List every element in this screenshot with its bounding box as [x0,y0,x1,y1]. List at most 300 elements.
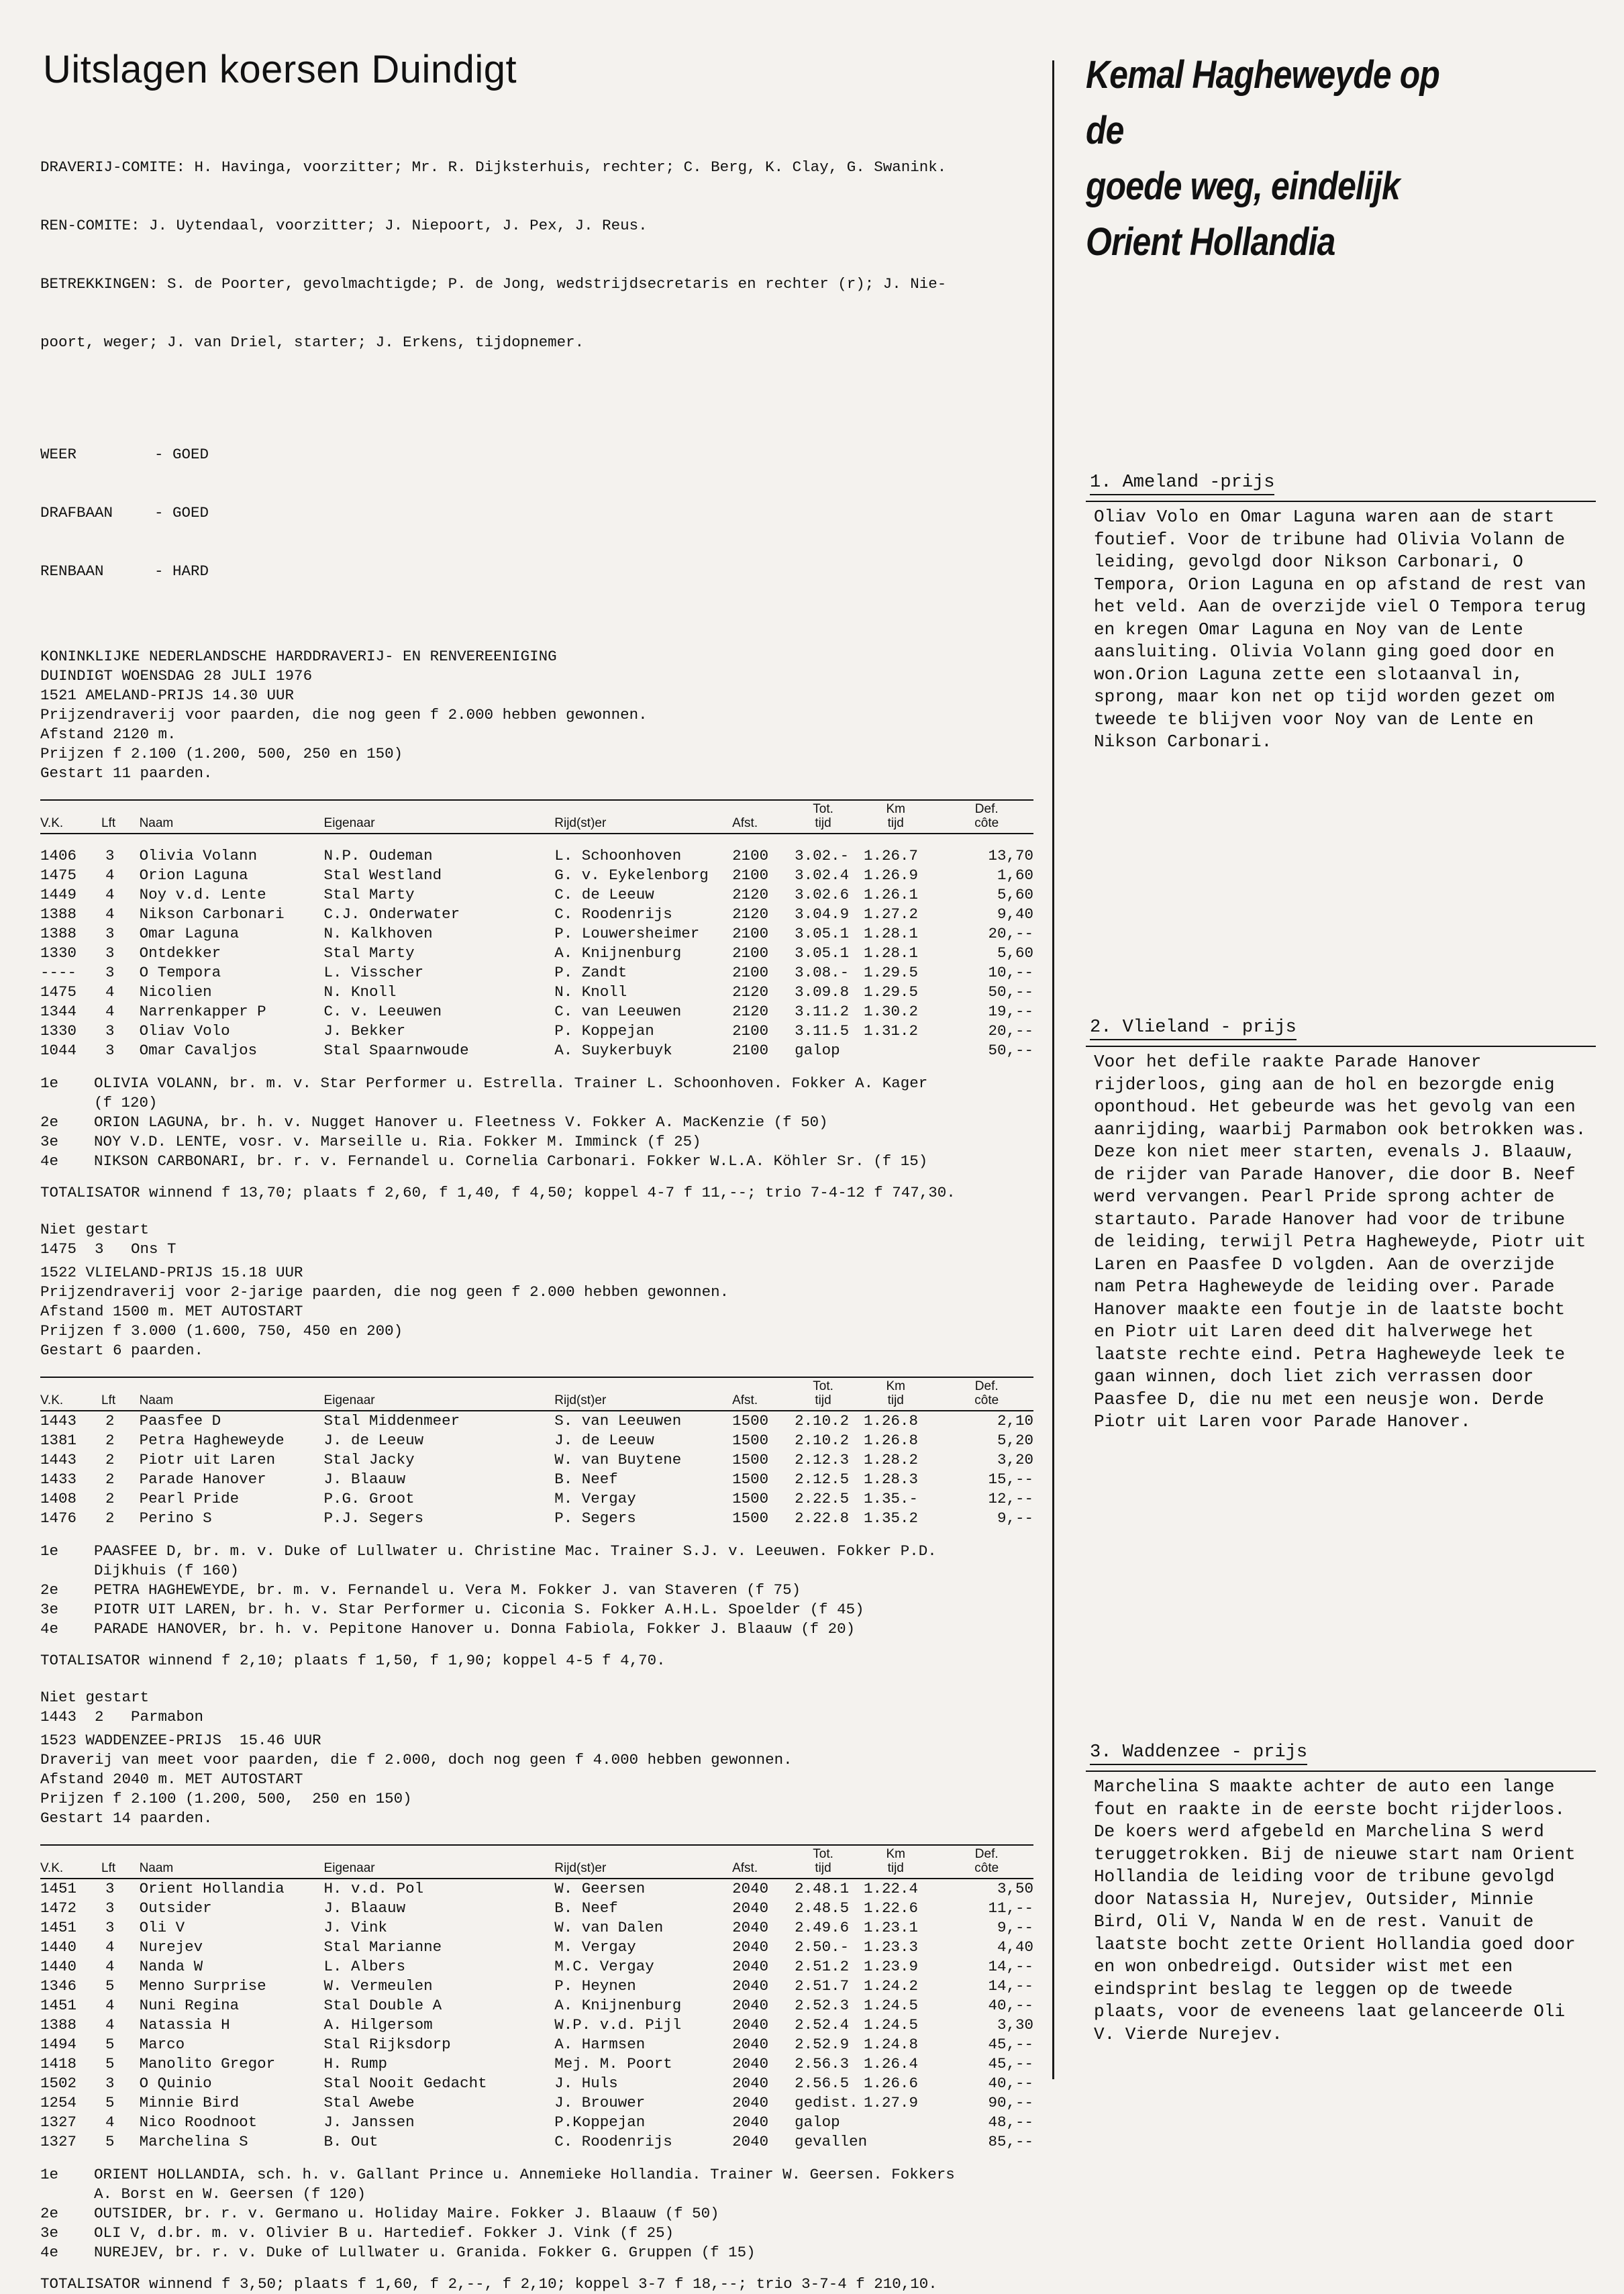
cell-afst: 2040 [732,2075,769,2092]
cell-lft: 4 [105,2113,115,2131]
column-header-line: Def. [974,802,999,816]
column-header-vk: V.K. [40,816,64,830]
cell-naam: Outsider [139,1899,212,1917]
table-row [40,2035,1033,2054]
column-header-km [852,1845,940,1879]
cell-lft: 2 [105,1432,115,1449]
cell-eigenaar: J. Blaauw [323,1899,406,1917]
cell-tot: 3.11.2 [795,1003,850,1020]
placing-text: PARADE HANOVER, br. h. v. Pepitone Hanover u. Donna Fabiola, Fokker J. Blaauw (f 20) [94,1620,856,1638]
cell-eigenaar: Stal Spaarnwoude [323,1042,469,1059]
column-header-line: côte [974,1393,999,1407]
cell-km: 1.26.4 [864,2055,919,2073]
race-info-line: Gestart 11 paarden. [40,764,213,782]
column-header-line: tijd [815,1861,831,1875]
placing-row [40,1619,1047,1639]
officials-line: DRAVERIJ-COMITE: H. Havinga, voorzitter; Mr. R. Dijksterhuis, rechter; C. Berg, K. Clay, G. Swanink. [40,158,947,176]
cell-lft: 3 [105,1899,115,1917]
cell-vk: 1475 [40,983,77,1001]
cell-vk: 1451 [40,1919,77,1936]
cell-tot: gedist. [795,2094,858,2111]
cell-rijder: C. Roodenrijs [554,905,672,923]
column-header-line: tijd [887,1393,904,1407]
cell-def: 13,70 [988,847,1033,864]
cell-vk: 1494 [40,2036,77,2053]
condition-row: WEER - GOED [40,446,209,463]
cell-tot: 2.52.4 [795,2016,850,2034]
cell-rijder: A. Suykerbuyk [554,1042,672,1059]
table-row [40,1879,1033,1899]
cell-km: 1.26.8 [864,1412,919,1430]
race-info-line: Afstand 2040 m. MET AUTOSTART [40,1771,303,1788]
cell-vk: 1254 [40,2094,77,2111]
cell-naam: Nanda W [139,1958,203,1975]
column-header-line: tijd [887,1861,904,1875]
cell-afst: 1500 [732,1412,769,1430]
cell-def: 1,60 [997,866,1033,884]
not-started-line: 1443 2 Parmabon [40,1708,204,1726]
cell-eigenaar: Stal Marty [323,886,415,903]
report-body: Marchelina S maakte achter de auto een lange fout en raakte in de eerste bocht rijderloos. De koers werd afgebeld en Marchelina S werd teruggetrokken. Bij de nieuwe start nam Orient Hollandia de leiding voor de tribune gevolgd door Natassia H, Nurejev, Outsider, Minnie Bird, Oli V, Nanda W en de rest. Vanuit de laatste bocht zette Orient Hollandia goed door en won onbedreigd. Outsider wist met een eindsprint beslag te leggen op de tweede plaats, voor de eveneens laat gelanceerde Oli V. Vierde Nurejev. [1086,1771,1596,2046]
cell-afst: 2040 [732,1880,769,1897]
cell-eigenaar: L. Visscher [323,964,424,981]
totalisator-line: TOTALISATOR winnend f 2,10; plaats f 1,50, f 1,90; koppel 4-5 f 4,70. [40,1652,666,1669]
cell-km: 1.28.1 [864,925,919,942]
cell-eigenaar: J. Blaauw [323,1470,406,1488]
cell-rijder: C. van Leeuwen [554,1003,682,1020]
placing-row [40,1074,1047,1113]
cell-eigenaar: B. Out [323,2133,378,2150]
column-header-rijder: Rijd(st)er [554,816,607,830]
race-info-line: Prijzendraverij voor paarden, die nog geen f 2.000 hebben gewonnen. [40,706,648,724]
cell-naam: Perino S [139,1509,212,1527]
placing-row [40,2243,1047,2262]
cell-eigenaar: J. de Leeuw [323,1432,424,1449]
cell-vk: 1440 [40,1938,77,1956]
cell-naam: Nurejev [139,1938,203,1956]
cell-lft: 4 [105,983,115,1001]
cell-rijder: J. Huls [554,2075,618,2092]
cell-tot: 2.56.3 [795,2055,850,2073]
placing-text: NUREJEV, br. r. v. Duke of Lullwater u. Granida. Fokker G. Gruppen (f 15) [94,2244,756,2261]
placings-list [40,1074,1047,1171]
cell-tot: 2.51.7 [795,1977,850,1995]
cell-afst: 2100 [732,944,769,962]
race-info-line: 1522 VLIELAND-PRIJS 15.18 UUR [40,1264,303,1281]
race-info-line: Prijzen f 3.000 (1.600, 750, 450 en 200) [40,1322,403,1340]
report-heading: 3. Waddenzee - prijs [1090,1741,1307,1765]
report-column [1086,47,1596,2044]
table-row [40,963,1033,983]
placing-row [40,2204,1047,2224]
cell-vk: 1327 [40,2133,77,2150]
cell-afst: 2040 [732,2113,769,2131]
cell-def: 10,-- [988,964,1033,981]
cell-lft: 3 [105,944,115,962]
cell-def: 40,-- [988,2075,1033,2092]
cell-km: 1.24.2 [864,1977,919,1995]
cell-afst: 2120 [732,1003,769,1020]
placing-position: 3e [40,1601,59,1618]
cell-eigenaar: L. Albers [323,1958,406,1975]
column-header-eigenaar: Eigenaar [323,816,375,830]
cell-lft: 2 [105,1451,115,1468]
cell-afst: 1500 [732,1432,769,1449]
cell-lft: 5 [105,2055,115,2073]
cell-tot: 3.02.6 [795,886,850,903]
cell-def: 4,40 [997,1938,1033,1956]
placing-row [40,1152,1047,1171]
race-info-line: Gestart 14 paarden. [40,1809,213,1827]
cell-naam: Paasfee D [139,1412,221,1430]
cell-naam: Menno Surprise [139,1977,266,1995]
cell-def: 3,30 [997,2016,1033,2034]
cell-rijder: A. Knijnenburg [554,944,682,962]
placing-text: NIKSON CARBONARI, br. r. v. Fernandel u. Cornelia Carbonari. Fokker W.L.A. Köhler Sr. (f 15) [94,1152,928,1170]
cell-afst: 2100 [732,866,769,884]
race-info-line: KONINKLIJKE NEDERLANDSCHE HARDDRAVERIJ- EN RENVEREENIGING [40,648,557,665]
condition-value: GOED [172,504,209,521]
cell-naam: Orient Hollandia [139,1880,285,1897]
cell-afst: 1500 [732,1509,769,1527]
cell-naam: Nikson Carbonari [139,905,285,923]
table-row [40,924,1033,944]
cell-km: 1.24.5 [864,1997,919,2014]
cell-lft: 2 [105,1490,115,1507]
cell-eigenaar: C.J. Onderwater [323,905,460,923]
cell-rijder: W. van Buytene [554,1451,682,1468]
cell-tot: 2.12.3 [795,1451,850,1468]
cell-lft: 3 [105,2075,115,2092]
not-started-line: Niet gestart [40,1221,150,1238]
table-row [40,944,1033,963]
table-row [40,983,1033,1002]
column-header-def [940,1377,1033,1411]
cell-afst: 2100 [732,1022,769,1040]
column-header-line: Km [886,802,905,816]
cell-lft: 3 [105,1880,115,1897]
cell-naam: Oli V [139,1919,185,1936]
cell-naam: Pearl Pride [139,1490,240,1507]
race-info-line: Gestart 6 paarden. [40,1342,204,1359]
cell-def: 85,-- [988,2133,1033,2150]
not-started-block [40,1220,1047,1259]
table-row [40,2054,1033,2074]
table-row [40,1977,1033,1996]
cell-vk: 1449 [40,886,77,903]
cell-km: 1.30.2 [864,1003,919,1020]
cell-naam: Marchelina S [139,2133,248,2150]
cell-vk: 1433 [40,1470,77,1488]
placing-position: 3e [40,1133,59,1150]
cell-rijder: P. Heynen [554,1977,636,1995]
condition-value: HARD [172,562,209,580]
race-info [40,1731,1047,1828]
cell-afst: 2100 [732,847,769,864]
cell-vk: 1388 [40,925,77,942]
cell-rijder: P.Koppejan [554,2113,646,2131]
placing-position: 4e [40,1152,59,1170]
report-body: Voor het defile raakte Parade Hanover rijderloos, ging aan de hol en bezorgde enig oponthoud. Het gebeurde was het gevolg van een aanrijding, waarbij Parmabon ook betrokken was. Deze kon niet meer starten, evenals J. Blaauw, de rijder van Parade Hanover, die door B. Neef werd vervangen. Pearl Pride sprong achter de startauto. Parade Hanover had voor de tribune de leiding, terwijl Petra Hagheweyde, Piotr uit Laren en Paasfee D volgden. Aan de overzijde nam Petra Hagheweyde de leiding over. Parade Hanover maakte een foutje in de laatste bocht en Piotr uit Laren deed dit halverwege het laatste rechte eind. Petra Hagheweyde leek te gaan winnen, doch liet zich verrassen door Paasfee D, die nu met een neusje won. Derde Piotr uit Laren voor Parade Hanover. [1086,1046,1596,1434]
cell-km: 1.27.2 [864,905,919,923]
cell-afst: 2040 [732,2094,769,2111]
cell-tot: 2.50.- [795,1938,850,1956]
cell-km: 1.26.8 [864,1432,919,1449]
column-header-rijder: Rijd(st)er [554,1861,607,1875]
race-info-line: Prijzendraverij voor 2-jarige paarden, die nog geen f 2.000 hebben gewonnen. [40,1283,729,1301]
column-header-line: côte [974,816,999,830]
condition-row: DRAFBAAN - GOED [40,504,209,521]
placings-list [40,2165,1047,2262]
cell-afst: 2120 [732,983,769,1001]
table-row [40,846,1033,866]
table-row [40,2074,1033,2093]
cell-tot: 2.22.5 [795,1490,850,1507]
placing-position: 2e [40,2205,59,2222]
cell-afst: 2040 [732,1899,769,1917]
table-row [40,1918,1033,1938]
cell-afst: 2100 [732,1042,769,1059]
table-row [40,1470,1033,1489]
cell-afst: 2120 [732,905,769,923]
cell-def: 3,20 [997,1451,1033,1468]
cell-def: 48,-- [988,2113,1033,2131]
cell-km: 1.29.5 [864,964,919,981]
cell-def: 5,60 [997,944,1033,962]
column-header-line: tijd [887,816,904,830]
cell-lft: 3 [105,847,115,864]
cell-lft: 3 [105,925,115,942]
cell-tot: 3.11.5 [795,1022,850,1040]
column-header-line: Tot. [813,1847,833,1861]
cell-def: 5,60 [997,886,1033,903]
cell-eigenaar: C. v. Leeuwen [323,1003,442,1020]
cell-eigenaar: Stal Jacky [323,1451,415,1468]
placing-row [40,2224,1047,2243]
cell-lft: 2 [105,1412,115,1430]
cell-naam: Noy v.d. Lente [139,886,266,903]
cell-def: 11,-- [988,1899,1033,1917]
table-row [40,905,1033,924]
cell-vk: 1330 [40,944,77,962]
cell-rijder: P. Louwersheimer [554,925,700,942]
race-section [40,1263,1047,1727]
race-info-line: DUINDIGT WOENSDAG 28 JULI 1976 [40,667,313,685]
cell-km: 1.22.4 [864,1880,919,1897]
table-row [40,1002,1033,1021]
placing-row [40,2165,1047,2204]
race-info [40,647,1047,783]
placing-text: PETRA HAGHEWEYDE, br. m. v. Fernandel u. Vera M. Fokker J. van Staveren (f 75) [94,1581,801,1599]
condition-value: GOED [172,446,209,463]
column-header-def [940,800,1033,834]
cell-km: 1.22.6 [864,1899,919,1917]
cell-km: 1.26.1 [864,886,919,903]
race-section [40,647,1047,1259]
cell-rijder: Mej. M. Poort [554,2055,672,2073]
table-row [40,2113,1033,2132]
cell-lft: 3 [105,1042,115,1059]
race-info [40,1263,1047,1360]
cell-afst: 2040 [732,2016,769,2034]
cell-rijder: L. Schoonhoven [554,847,682,864]
cell-eigenaar: Stal Marianne [323,1938,442,1956]
cell-lft: 5 [105,2094,115,2111]
cell-vk: 1440 [40,1958,77,1975]
placing-text: OLIVIA VOLANN, br. m. v. Star Performer u. Estrella. Trainer L. Schoonhoven. Fokker A. Kager (f 120) [94,1075,928,1111]
cell-afst: 2040 [732,2036,769,2053]
column-header-km [852,1377,940,1411]
cell-eigenaar: Stal Westland [323,866,442,884]
table-spacer [40,834,1033,846]
cell-eigenaar: N. Kalkhoven [323,925,433,942]
cell-tot: 2.22.8 [795,1509,850,1527]
cell-lft: 5 [105,2133,115,2150]
page-headline: Uitslagen koersen Duindigt [43,48,517,91]
cell-rijder: P. Zandt [554,964,627,981]
cell-tot: 2.52.3 [795,1997,850,2014]
column-header-vk: V.K. [40,1393,64,1407]
cell-lft: 2 [105,1509,115,1527]
cell-vk: 1408 [40,1490,77,1507]
cell-eigenaar: J. Janssen [323,2113,415,2131]
cell-tot: 2.10.2 [795,1432,850,1449]
cell-def: 19,-- [988,1003,1033,1020]
column-header-lft: Lft [101,1861,116,1875]
cell-vk: 1344 [40,1003,77,1020]
results-column [40,47,1047,2294]
race-report [1086,1016,1596,1434]
cell-lft: 3 [105,1022,115,1040]
cell-lft: 3 [105,1919,115,1936]
placing-text: NOY V.D. LENTE, vosr. v. Marseille u. Ria. Fokker M. Imminck (f 25) [94,1133,701,1150]
race-info-line: Prijzen f 2.100 (1.200, 500, 250 en 150) [40,1790,412,1807]
column-header-line: tijd [815,1393,831,1407]
cell-km: 1.35.- [864,1490,919,1507]
column-header-naam: Naam [139,816,174,830]
cell-naam: Parade Hanover [139,1470,266,1488]
feature-title [1086,47,1478,270]
cell-tot: 3.02.4 [795,866,850,884]
cell-rijder: C. Roodenrijs [554,2133,672,2150]
table-row [40,1450,1033,1470]
table-row [40,2132,1033,2152]
placing-position: 1e [40,1075,59,1092]
cell-km: 1.29.5 [864,983,919,1001]
race-report [1086,1741,1596,2046]
cell-naam: Olivia Volann [139,847,258,864]
cell-naam: Omar Cavaljos [139,1042,258,1059]
cell-afst: 1500 [732,1470,769,1488]
header-row [40,1377,1033,1411]
cell-def: 15,-- [988,1470,1033,1488]
condition-row: RENBAAN - HARD [40,562,209,580]
column-header-vk: V.K. [40,1861,64,1875]
report-body: Oliav Volo en Omar Laguna waren aan de start foutief. Voor de tribune had Olivia Volann de leiding, gevolgd door Nikson Carbonari, O Tempora, Orion Laguna en op afstand de rest van het veld. Aan de overzijde viel O Tempora terug en kregen Omar Laguna en Noy van de Lente aansluiting. Olivia Volann ging goed door en won.Orion Laguna zette een slotaanval in, sprong, maar kon net op tijd worden gezet om tweede te blijven voor Noy van de Lente en Nikson Carbonari. [1086,501,1596,754]
cell-def: 9,-- [997,1919,1033,1936]
cell-km: 1.23.9 [864,1958,919,1975]
officials-line: REN-COMITE: J. Uytendaal, voorzitter; J. Niepoort, J. Pex, J. Reus. [40,217,648,234]
cell-tot: gevallen [795,2133,868,2150]
cell-naam: Narrenkapper P [139,1003,266,1020]
not-started-line: Niet gestart [40,1689,150,1706]
cell-km: 1.26.9 [864,866,919,884]
cell-def: 20,-- [988,925,1033,942]
cell-naam: Minnie Bird [139,2094,240,2111]
placing-row [40,1581,1047,1600]
column-header-line: côte [974,1861,999,1875]
table-row [40,1938,1033,1957]
cell-eigenaar: N.P. Oudeman [323,847,433,864]
cell-def: 20,-- [988,1022,1033,1040]
spacer-cell [40,834,101,846]
cell-vk: 1443 [40,1451,77,1468]
cell-rijder: S. van Leeuwen [554,1412,682,1430]
not-started-line: 1475 3 Ons T [40,1240,176,1258]
cell-rijder: P. Segers [554,1509,636,1527]
cell-def: 2,10 [997,1412,1033,1430]
placing-position: 2e [40,1113,59,1131]
cell-vk: 1388 [40,2016,77,2034]
placing-position: 4e [40,1620,59,1638]
cell-km: 1.24.8 [864,2036,919,2053]
cell-afst: 1500 [732,1451,769,1468]
column-header-line: Km [886,1379,905,1393]
track-conditions [40,406,1047,620]
cell-def: 14,-- [988,1958,1033,1975]
cell-naam: O Tempora [139,964,221,981]
cell-km: 1.35.2 [864,1509,919,1527]
column-header-tot [795,800,852,834]
cell-eigenaar: N. Knoll [323,983,397,1001]
race-info-line: Afstand 2120 m. [40,726,176,743]
cell-naam: Orion Laguna [139,866,248,884]
condition-label: DRAFBAAN [40,504,113,521]
condition-label: RENBAAN [40,562,104,580]
cell-def: 45,-- [988,2036,1033,2053]
cell-km: 1.26.7 [864,847,919,864]
race-info-line: Draverij van meet voor paarden, die f 2.000, doch nog geen f 4.000 hebben gewonnen. [40,1751,793,1768]
cell-km: 1.23.3 [864,1938,919,1956]
cell-rijder: A. Harmsen [554,2036,646,2053]
placings-list [40,1542,1047,1639]
cell-lft: 4 [105,1938,115,1956]
table-row [40,885,1033,905]
cell-eigenaar: Stal Awebe [323,2094,415,2111]
cell-lft: 3 [105,964,115,981]
placing-text: PIOTR UIT LAREN, br. h. v. Star Performer u. Ciconia S. Fokker A.H.L. Spoelder (f 45) [94,1601,864,1618]
column-header-line: Def. [974,1847,999,1861]
table-row [40,866,1033,885]
column-header-def [940,1845,1033,1879]
column-header-naam: Naam [139,1393,174,1407]
cell-rijder: P. Koppejan [554,1022,654,1040]
cell-vk: 1327 [40,2113,77,2131]
cell-afst: 1500 [732,1490,769,1507]
totalisator-line: TOTALISATOR winnend f 3,50; plaats f 1,60, f 2,--, f 2,10; koppel 3-7 f 18,--; trio 3-7-4 f 210,10. [40,2275,937,2293]
placing-text: OLI V, d.br. m. v. Olivier B u. Hartedief. Fokker J. Vink (f 25) [94,2224,674,2242]
column-header-lft: Lft [101,816,116,830]
cell-vk: 1443 [40,1412,77,1430]
report-heading: 1. Ameland -prijs [1090,471,1274,495]
cell-tot: 2.49.6 [795,1919,850,1936]
cell-rijder: M.C. Vergay [554,1958,654,1975]
races-container [40,647,1047,2294]
cell-km: 1.28.3 [864,1470,919,1488]
cell-def: 3,50 [997,1880,1033,1897]
feature-title-line: Orient Hollandia [1086,220,1335,264]
column-header-afst: Afst. [732,1861,758,1875]
